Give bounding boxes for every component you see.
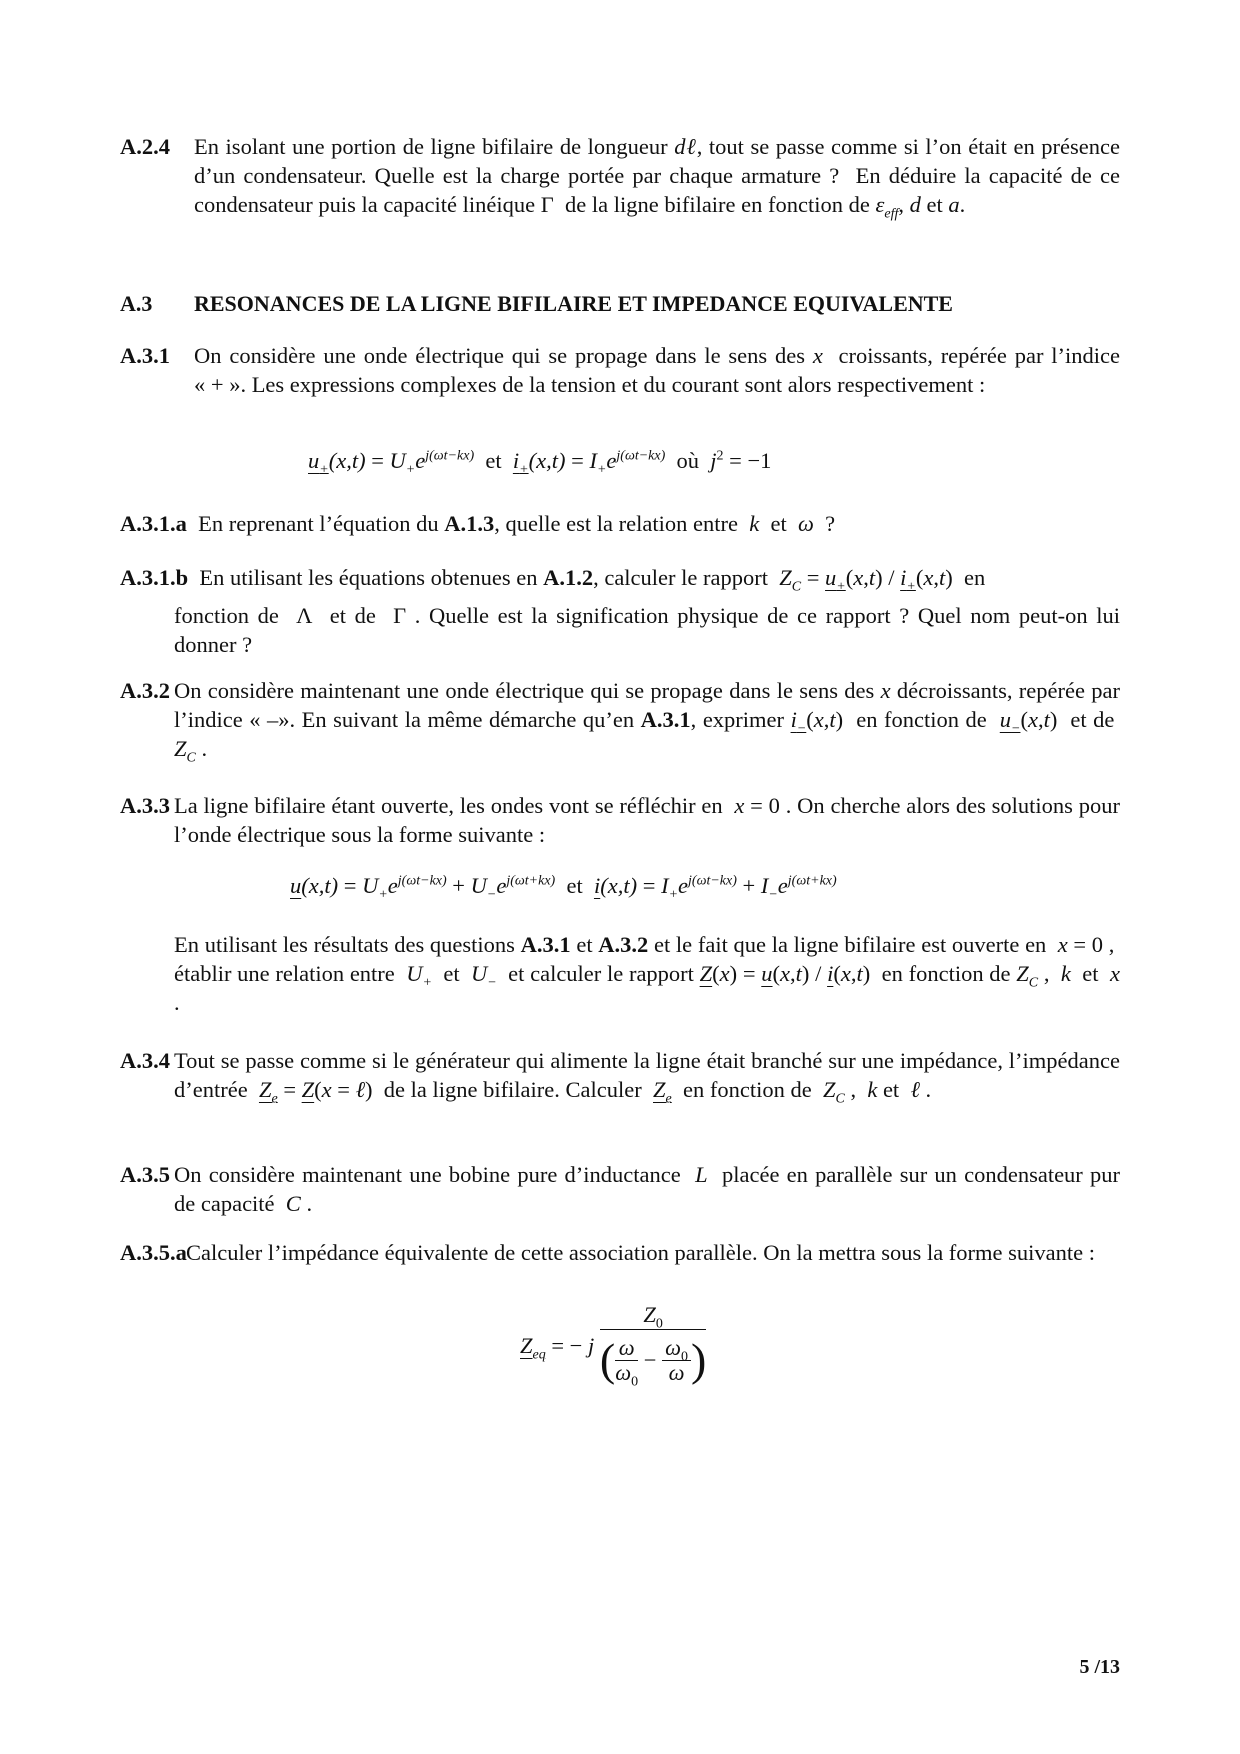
question-text: A.3.1.b En utilisant les équations obtenues en A.1.2, calculer le rapport $Z_C = u_+(x,t) / i_+(x,t)$ en [120, 565, 986, 595]
question-number: A.3.4 [120, 1048, 170, 1073]
equation-stationary-wave: $u(x,t) = U_+e^{j(\omega t-kx)} + U_-e^{j(\omega t+kx)}$ et $i(x,t) = I_+e^{j(\omega t-kx)} + I_-e^{j(\omega t+kx)}$ [290, 873, 837, 903]
question-text: Tout se passe comme si le générateur qui alimente la ligne était branché sur une impédance, l’impédance d’entrée $Z_e = Z(x$ = ℓ) de la ligne bifilaire. Calculer $Z_e$ en fonction de $Z_C$ , k et ℓ . [174, 1048, 1120, 1107]
zeq-fraction: $Z_0$ ( $\frac{\omega}{\omega_0}$ − $\frac{\omega_0}{\omega}$ ) [599, 1302, 707, 1389]
question-number: A.3.1.b [120, 565, 189, 590]
section-heading [120, 289, 953, 318]
question-number: A.3.1.a [120, 511, 187, 536]
question-text: On considère maintenant une onde électrique qui se propage dans le sens des x décroissants, repérée par l’indice « –». En suivant la même démarche qu’en A.3.1, exprimer $i_-(x,t)$ en fonction de $u_-(x,t)$ et de $Z_C$ . [174, 678, 1121, 766]
section-number: A.3 [120, 291, 153, 316]
question-a24 [120, 132, 1120, 222]
question-text: La ligne bifilaire étant ouverte, les ondes vont se réfléchir en x = 0 . On cherche alors des solutions pour l’onde électrique sous la forme suivante : [174, 793, 1120, 847]
question-a33 [120, 791, 1120, 849]
question-a31a [120, 509, 1120, 538]
question-number: A.3.5 [120, 1162, 170, 1187]
question-number: A.3.2 [120, 678, 170, 703]
question-text: On considère une onde électrique qui se propage dans le sens des x croissants, repérée par l’indice « + ». Les expressions complexes de la tension et du courant sont alors respectivement : [194, 343, 1120, 397]
question-text: En isolant une portion de ligne bifilaire de longueur dℓ, tout se passe comme si l’on était en présence d’un condensateur. Quelle est la charge portée par chaque armature ? En déduire la capacité de ce condensateur puis la capacité linéique Γ de la ligne bifilaire en fonction de $\varepsilon_{eff}$, d et a. [194, 134, 1120, 222]
equation-zeq: $Z_{eq}$ = − j $Z_0$ ( $\frac{\omega}{\omega_0}$ − $\frac{\omega_0}{\omega}$ ) [520, 1302, 707, 1389]
question-a35 [120, 1160, 1120, 1218]
question-number: A.3.5.a [120, 1240, 187, 1265]
section-title: RESONANCES DE LA LIGNE BIFILAIRE ET IMPEDANCE EQUIVALENTE [194, 291, 953, 316]
question-number: A.3.3 [120, 793, 170, 818]
question-number: A.2.4 [120, 134, 170, 159]
question-a35a [120, 1238, 1120, 1267]
question-a34 [120, 1046, 1120, 1107]
question-text: On considère maintenant une bobine pure d’inductance L placée en parallèle sur un condensateur pur de capacité C . [174, 1162, 1120, 1216]
question-a31b [120, 563, 1120, 659]
question-text: Calculer l’impédance équivalente de cette association parallèle. On la mettra sous la forme suivante : [186, 1240, 1096, 1265]
question-a32 [120, 676, 1121, 766]
question-text-continued: fonction de Λ et de Γ . Quelle est la signification physique de ce rapport ? Quel nom peut-on lui donner ? [174, 603, 1120, 657]
question-a33-continued [120, 930, 1120, 1017]
question-text: A.3.1.a En reprenant l’équation du A.1.3, quelle est la relation entre k et ω ? [120, 511, 836, 536]
question-text: En utilisant les résultats des questions A.3.1 et A.3.2 et le fait que la ligne bifilaire est ouverte en x = 0 , établir une relation entre $U_+$ et $U_-$ et calculer le rapport Z(x) = u(x,t) / i(x,t) en fonction de $Z_C$ , k et x . [174, 932, 1120, 1015]
equation-progressive-wave: $u_+(x,t) = U_+e^{j(\omega t-kx)}$ et $i_+(x,t) = I_+e^{j(\omega t-kx)}$ où $j^2 = -1$ [308, 448, 772, 478]
question-a31 [120, 341, 1120, 399]
page-number: 5 /13 [1079, 1656, 1120, 1678]
question-number: A.3.1 [120, 343, 170, 368]
